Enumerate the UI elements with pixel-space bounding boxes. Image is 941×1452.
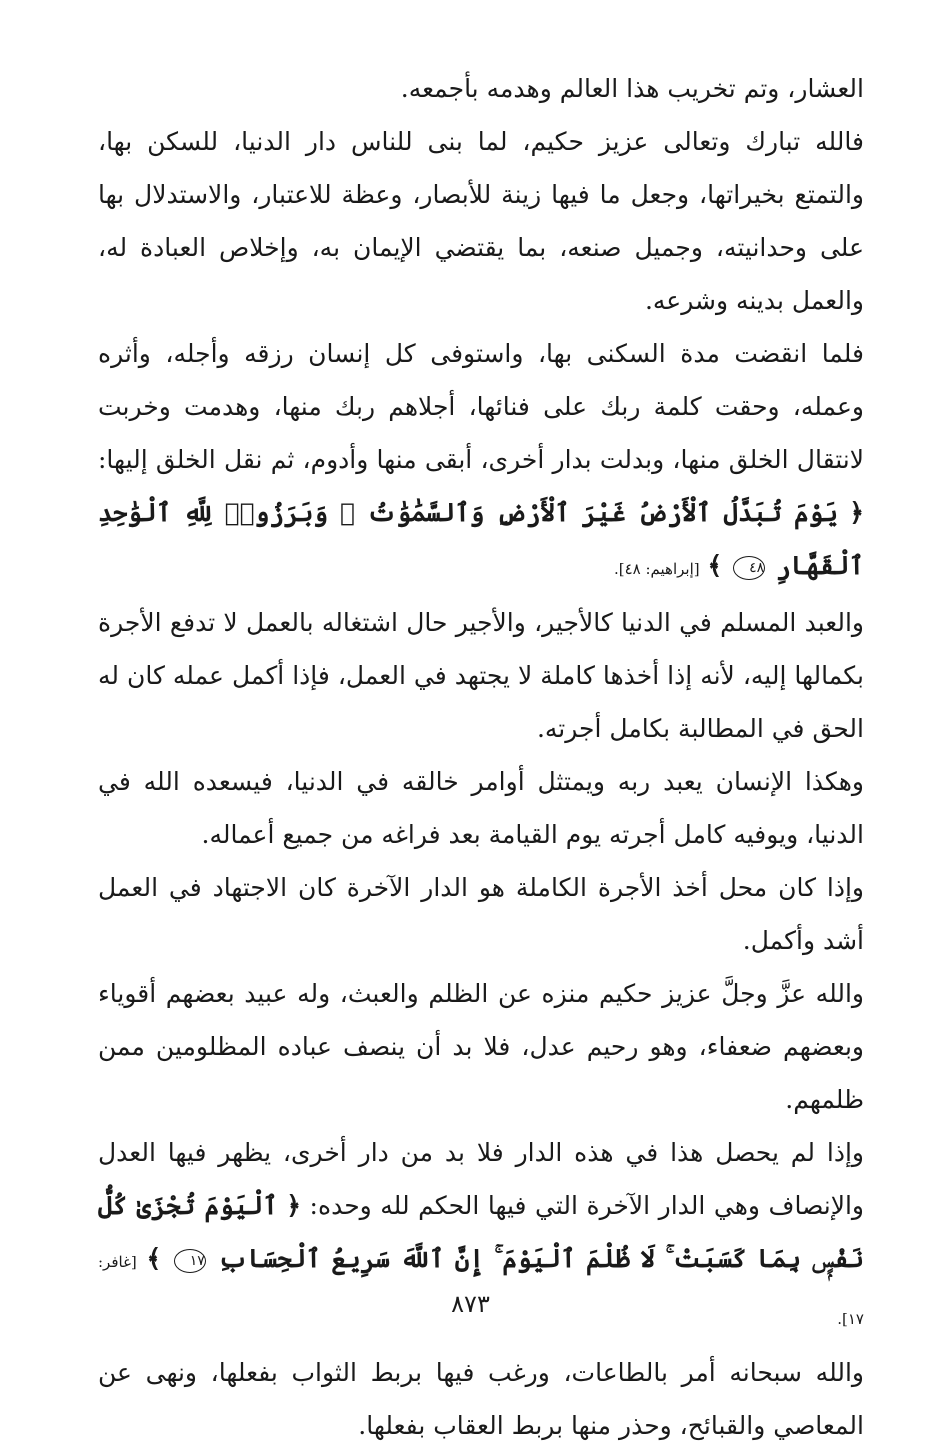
ayah-number-marker: ٤٨: [733, 556, 765, 580]
quran-verse-ibrahim: يَوْمَ تُبَدَّلُ ٱلْأَرْضُ غَيْرَ ٱلْأَرْضِ وَٱلسَّمَٰوَٰتُ ۖ وَبَرَزُوا۟ لِلَّهِ ٱلْوَٰحِدِ ٱلْقَهَّارِ: [98, 498, 864, 580]
paragraph-3-with-verse: [98, 327, 864, 596]
paragraph-3-text: فلما انقضت مدة السكنى بها، واستوفى كل إنسان رزقه وأجله، وأثره وعمله، وحقت كلمة ربك على فنائها، أجلاهم ربك منها، وهدمت وخربت لانتقال الخلق منها، وبدلت بدار أخرى، أبقى منها وأدوم، ثم نقل الخلق إليها:: [98, 339, 864, 474]
paragraph-1: العشار، وتم تخريب هذا العالم وهدمه بأجمعه.: [400, 74, 864, 103]
verse-reference: [إبراهيم: ٤٨].: [613, 560, 700, 578]
paragraph-2: فالله تبارك وتعالى عزيز حكيم، لما بنى للناس دار الدنيا، للسكن بها، والتمتع بخيراتها، وجعل ما فيها زينة للأبصار، وعظة للاعتبار، والاستدلال بها على وحدانيته، وجميل صنعه، بما يقتضي الإيمان به، وإخلاص العبادة له، والعمل بدينه وشرعه.: [98, 127, 864, 315]
paragraph-9: والله سبحانه أمر بالطاعات، ورغب فيها بربط الثواب بفعلها، ونهى عن المعاصي والقبائح، وحذر منها بربط العقاب بفعلها.: [98, 1358, 864, 1440]
paragraph-4: والعبد المسلم في الدنيا كالأجير، والأجير حال اشتغاله بالعمل لا تدفع الأجرة بكمالها إليه، لأنه إذا أخذها كاملة لا يجتهد في العمل، فإذا أكمل عمله كان له الحق في المطالبة بكامل أجرته.: [98, 608, 864, 743]
quran-verse-ghafir: ٱلْيَوْمَ تُجْزَىٰ كُلُّ نَفْسٍۭ بِمَا كَسَبَتْ ۚ لَا ظُلْمَ ٱلْيَوْمَ ۚ إِنَّ ٱللَّهَ سَرِيعُ ٱلْحِسَابِ: [98, 1191, 864, 1273]
paragraph-5: وهكذا الإنسان يعبد ربه ويمتثل أوامر خالقه في الدنيا، فيسعده الله في الدنيا، ويوفيه كامل أجرته يوم القيامة بعد فراغه من جميع أعماله.: [98, 767, 864, 849]
paragraph-8-text: وإذا لم يحصل هذا في هذه الدار فلا بد من دار أخرى، يظهر فيها العدل والإنصاف وهي الدار الآخرة التي فيها الحكم لله وحده:: [98, 1138, 864, 1220]
paragraph-7: والله عزَّ وجلَّ عزيز حكيم منزه عن الظلم والعبث، وله عبيد بعضهم أقوياء وبعضهم ضعفاء، وهو رحيم عدل، فلا بد أن ينصف عباده المظلومين ممن ظلمهم.: [98, 979, 864, 1114]
page-body: [98, 62, 864, 1440]
verse-close-brace: ﴾: [707, 551, 723, 580]
verse-open-brace: ﴿: [286, 1191, 301, 1220]
verse-open-brace: ﴿: [849, 498, 864, 527]
verse-close-brace: ﴾: [146, 1244, 162, 1273]
page-number: ٨٧٣: [451, 1290, 490, 1318]
paragraph-6: وإذا كان محل أخذ الأجرة الكاملة هو الدار الآخرة كان الاجتهاد في العمل أشد وأكمل.: [98, 873, 864, 955]
ayah-number-marker: ١٧: [174, 1249, 206, 1273]
verse-reference: [غافر: ١٧].: [98, 1253, 864, 1328]
